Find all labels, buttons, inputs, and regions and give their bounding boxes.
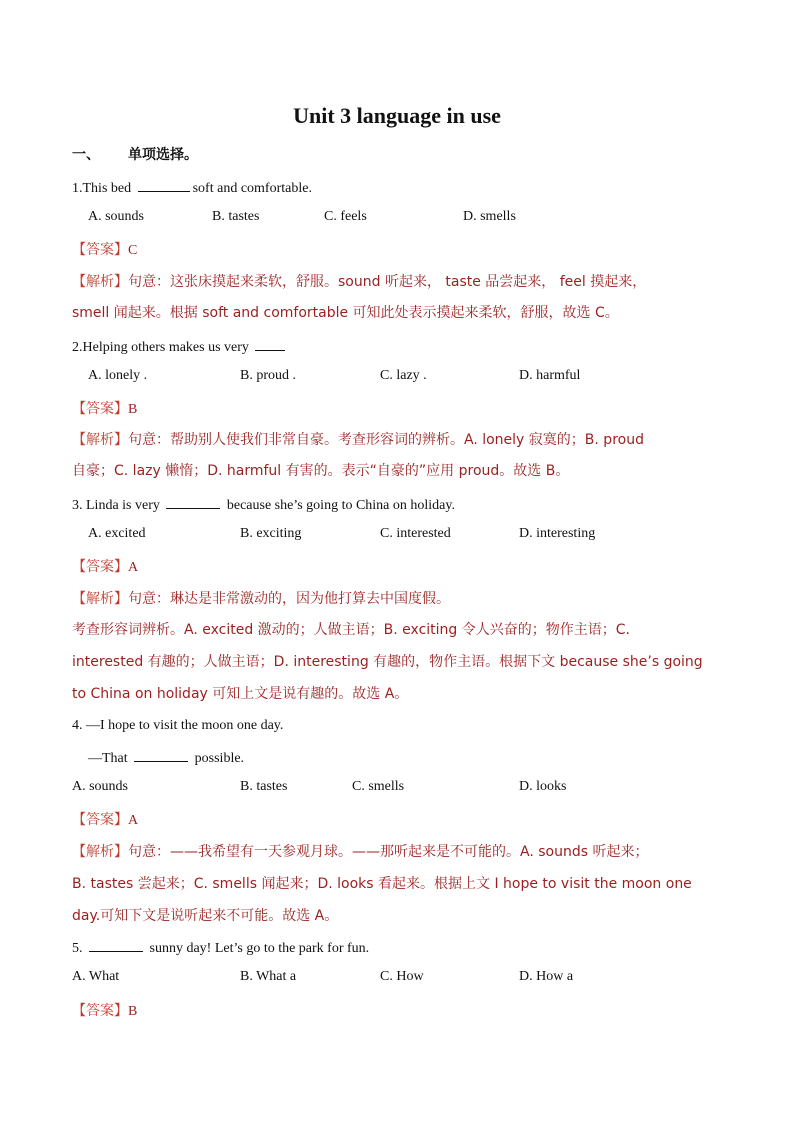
question-4-stem-line-1: 4. —I hope to visit the moon one day.	[72, 718, 284, 733]
q4-option-d: D. looks	[519, 779, 567, 794]
page-title: Unit 3 language in use	[293, 103, 501, 128]
q5-option-b: B. What a	[240, 969, 297, 984]
q2-option-b: B. proud .	[240, 368, 296, 383]
answer-blank	[134, 747, 188, 762]
section-number: 一、	[72, 147, 100, 163]
answer-tag: 【答案】	[72, 559, 128, 575]
explanation-text: 句意：这张床摸起来柔软，舒服。sound 听起来， taste 品尝起来， feel 摸起来，	[128, 274, 647, 290]
answer-tag: 【答案】	[72, 401, 128, 417]
q1-answer	[72, 240, 137, 261]
q1-option-c: C. feels	[324, 209, 367, 224]
q4-explanation-line-3: day.可知下文是说听起来不可能。故选 A。	[72, 908, 339, 924]
section-heading	[72, 145, 198, 166]
q3-option-d: D. interesting	[519, 526, 596, 541]
q1-explanation-line-2: smell 闻起来。根据 soft and comfortable 可知此处表示摸起来柔软，舒服，故选 C。	[72, 305, 619, 321]
q2-stem-text: 2.Helping others makes us very	[72, 340, 253, 355]
answer-tag: 【答案】	[72, 812, 128, 828]
question-3-stem	[72, 494, 455, 516]
q4-answer	[72, 810, 138, 831]
q2-answer	[72, 399, 137, 420]
explanation-tag: 【解析】	[72, 274, 128, 290]
q1-stem-rest: soft and comfortable.	[192, 181, 312, 196]
q3-stem-text: 3. Linda is very	[72, 498, 164, 513]
q2-option-d: D. harmful	[519, 368, 581, 383]
q3-option-b: B. exciting	[240, 526, 302, 541]
explanation-text: 句意：琳达是非常激动的，因为他打算去中国度假。	[128, 591, 450, 607]
q3-answer	[72, 557, 138, 578]
question-2-stem	[72, 336, 288, 358]
q1-explanation-line-1	[72, 272, 646, 292]
q3-explanation-line-3: interested 有趣的；人做主语；D. interesting 有趣的，物作主语。根据下文 because she’s going	[72, 654, 703, 670]
q1-option-d: D. smells	[463, 209, 516, 224]
q3-option-a: A. excited	[88, 526, 146, 541]
answer-blank	[255, 336, 285, 351]
q4-stem-text: —That	[88, 751, 132, 766]
q5-stem-text: 5.	[72, 941, 86, 956]
q4-stem-rest: possible.	[191, 751, 245, 766]
answer-tag: 【答案】	[72, 1003, 128, 1019]
q5-option-c: C. How	[380, 969, 424, 984]
q2-explanation-line-2: 自豪；C. lazy 懒惰；D. harmful 有害的。表示“自豪的”应用 proud。故选 B。	[72, 463, 570, 479]
q5-option-d: D. How a	[519, 969, 574, 984]
explanation-text: 句意：帮助别人使我们非常自豪。考查形容词的辨析。A. lonely 寂寞的；B. proud	[128, 432, 644, 448]
q3-explanation-line-2: 考查形容词辨析。A. excited 激动的；人做主语；B. exciting 令人兴奋的；物作主语；C.	[72, 622, 630, 638]
question-4-stem-line-2	[88, 747, 244, 769]
q4-explanation-line-1	[72, 842, 648, 862]
q4-explanation-line-2: B. tastes 尝起来；C. smells 闻起来；D. looks 看起来。根据上文 I hope to visit the moon one	[72, 876, 692, 892]
answer-value: A	[128, 813, 139, 828]
answer-tag: 【答案】	[72, 242, 128, 258]
answer-value: C	[128, 243, 138, 258]
q5-answer	[72, 1001, 137, 1022]
answer-blank	[89, 937, 143, 952]
q3-stem-rest: because she’s going to China on holiday.	[223, 498, 455, 513]
q1-option-b: B. tastes	[212, 209, 260, 224]
explanation-text: 句意：——我希望有一天参观月球。——那听起来是不可能的。A. sounds 听起来；	[128, 844, 649, 860]
answer-value: B	[128, 1004, 138, 1019]
section-title: 单项选择。	[128, 147, 198, 163]
answer-value: A	[128, 560, 139, 575]
q5-stem-rest: sunny day! Let’s go to the park for fun.	[146, 941, 370, 956]
explanation-tag: 【解析】	[72, 432, 128, 448]
q5-option-a: A. What	[72, 969, 120, 984]
answer-blank	[166, 494, 220, 509]
q2-explanation-line-1	[72, 430, 644, 450]
q2-option-a: A. lonely .	[88, 368, 148, 383]
q1-option-a: A. sounds	[88, 209, 145, 224]
question-5-stem	[72, 937, 369, 959]
explanation-tag: 【解析】	[72, 591, 128, 607]
q2-option-c: C. lazy .	[380, 368, 427, 383]
q3-explanation-line-1	[72, 589, 450, 609]
question-1-stem	[72, 177, 312, 199]
q3-explanation-line-4: to China on holiday 可知上文是说有趣的。故选 A。	[72, 686, 409, 702]
q1-stem-text: 1.This bed	[72, 181, 135, 196]
q4-option-a: A. sounds	[72, 779, 129, 794]
q4-option-c: C. smells	[352, 779, 405, 794]
answer-blank	[138, 177, 190, 192]
q4-option-b: B. tastes	[240, 779, 288, 794]
answer-value: B	[128, 402, 138, 417]
q3-option-c: C. interested	[380, 526, 451, 541]
explanation-tag: 【解析】	[72, 844, 128, 860]
